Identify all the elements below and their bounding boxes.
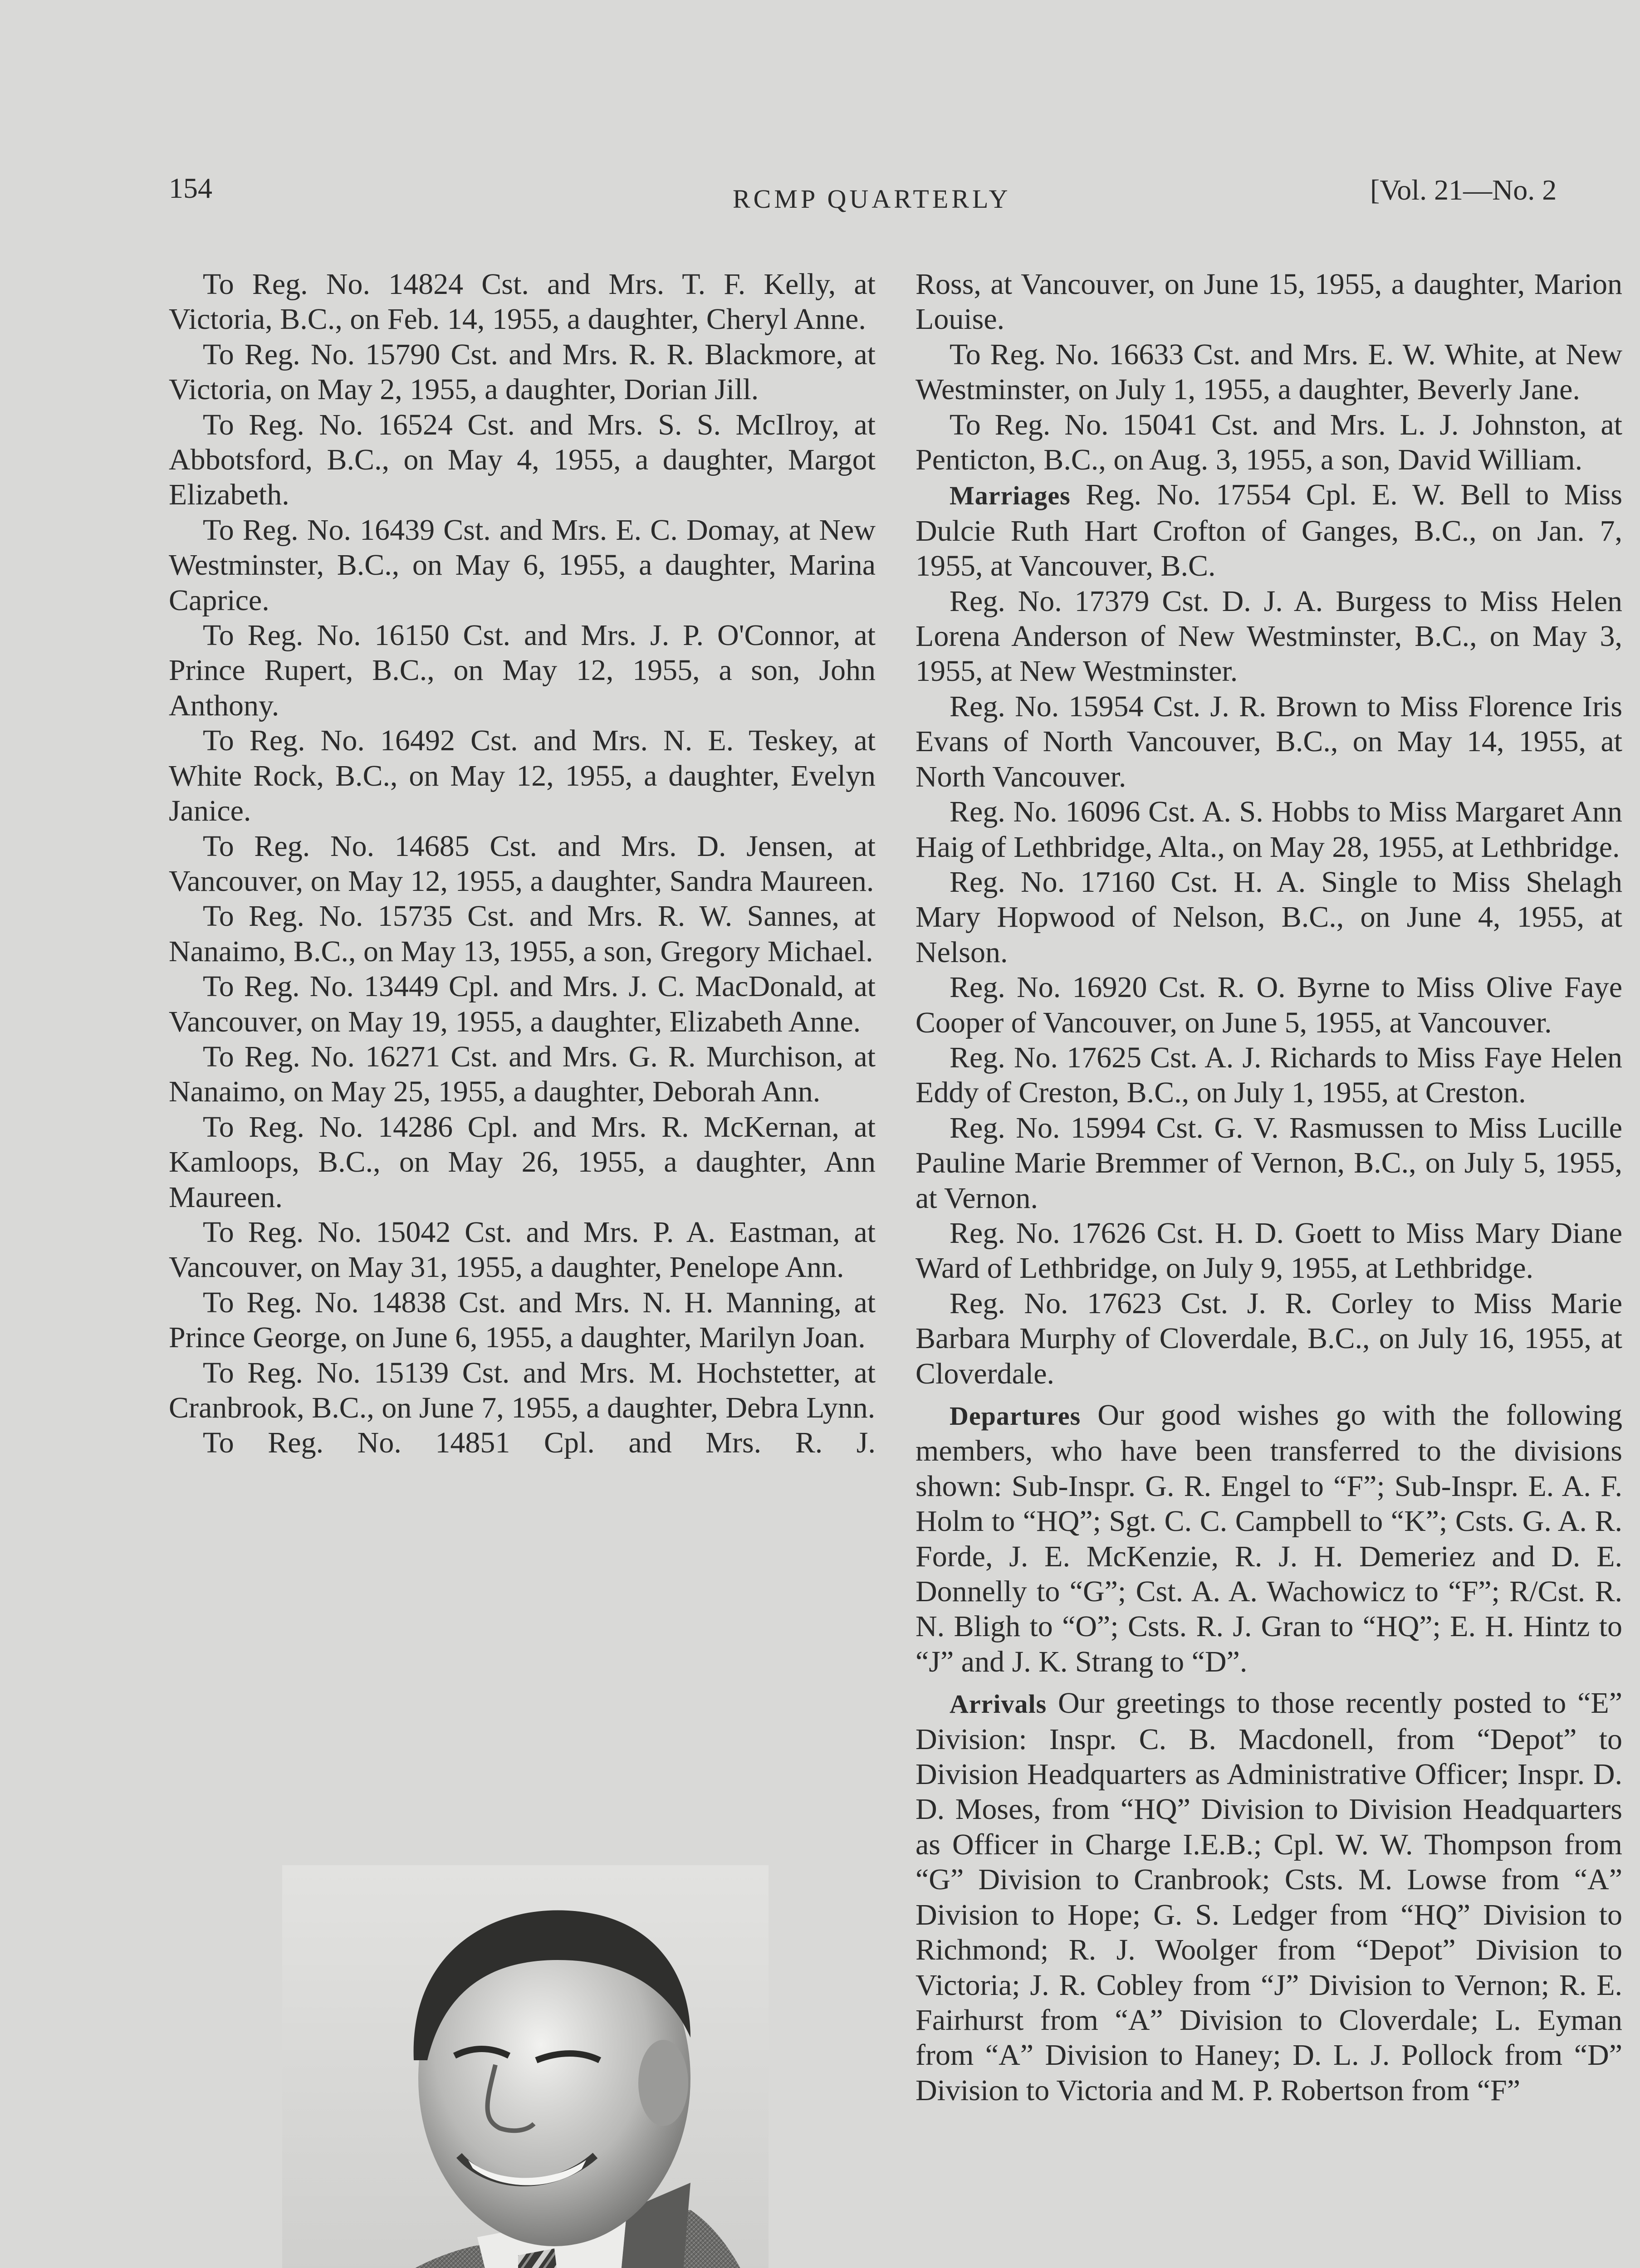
birth-notice: To Reg. No. 14286 Cpl. and Mrs. R. McKernan, at Kamloops, B.C., on May 26, 1955, a daughter, Ann Maureen. [169, 1110, 876, 1214]
birth-notice: To Reg. No. 14851 Cpl. and Mrs. R. J. [203, 1426, 876, 1460]
page-number: 154 [169, 172, 212, 204]
arrivals-text: Our greetings to those recently posted to “E” Division: Inspr. C. B. Macdonell, from “Depot” to Division Headquarters as Administrative Officer; Inspr. D. D. Moses, from “HQ” Division to Division Headquarters as Officer in Charge I.E.B.; Cpl. W. W. Thompson from “G” Division to Cranbrook; Csts. M. Lowse from “A” Division to Hope; G. S. Ledger from “HQ” Division to Richmond; R. J. Woolger from “Depot” Division to Victoria; J. R. Cobley from “J” Division to Vernon; R. E. Fairhurst from “A” Division to Cloverdale; L. Eyman from “A” Division to Haney; D. L. J. Pollock from “D” Division to Victoria and M. P. Robertson from “F” [915, 1686, 1623, 2107]
marriage-notice: Reg. No. 17379 Cst. D. J. A. Burgess to Miss Helen Lorena Anderson of New Westminster, B.C., on May 3, 1955, at New Westminster. [915, 584, 1622, 688]
departures-section [915, 1398, 1622, 1679]
birth-notice: To Reg. No. 15790 Cst. and Mrs. R. R. Blackmore, at Victoria, on May 2, 1955, a daughter, Dorian Jill. [169, 337, 876, 406]
birth-notice: To Reg. No. 15042 Cst. and Mrs. P. A. Eastman, at Vancouver, on May 31, 1955, a daughter, Penelope Ann. [169, 1215, 876, 1284]
marriage-notice: Reg. No. 16920 Cst. R. O. Byrne to Miss Olive Faye Cooper of Vancouver, on June 5, 1955, at Vancouver. [915, 971, 1622, 1039]
departures-heading: Departures [950, 1401, 1081, 1431]
publication-title: RCMP QUARTERLY [733, 184, 1011, 214]
birth-notice: To Reg. No. 14685 Cst. and Mrs. D. Jensen, at Vancouver, on May 12, 1955, a daughter, Sandra Maureen. [169, 829, 876, 898]
arrivals-heading: Arrivals [950, 1689, 1047, 1719]
birth-notice: To Reg. No. 15041 Cst. and Mrs. L. J. Johnston, at Penticton, B.C., on Aug. 3, 1955, a son, David William. [915, 408, 1622, 477]
marriage-notice: Reg. No. 17626 Cst. H. D. Goett to Miss Mary Diane Ward of Lethbridge, on July 9, 1955, at Lethbridge. [915, 1216, 1622, 1285]
birth-notice: To Reg. No. 13449 Cpl. and Mrs. J. C. MacDonald, at Vancouver, on May 19, 1955, a daughter, Elizabeth Anne. [169, 970, 876, 1038]
marriages-heading: Marriages [950, 481, 1071, 511]
marriage-notice: Reg. No. 15954 Cst. J. R. Brown to Miss Florence Iris Evans of North Vancouver, B.C., on May 14, 1955, at North Vancouver. [915, 689, 1622, 793]
birth-notice: To Reg. No. 16271 Cst. and Mrs. G. R. Murchison, at Nanaimo, on May 25, 1955, a daughter, Deborah Ann. [169, 1040, 876, 1109]
birth-notice: To Reg. No. 15139 Cst. and Mrs. M. Hochstetter, at Cranbrook, B.C., on June 7, 1955, a daughter, Debra Lynn. [169, 1356, 876, 1424]
marriage-notice: Reg. No. 17625 Cst. A. J. Richards to Miss Faye Helen Eddy of Creston, B.C., on July 1, 1955, at Creston. [915, 1041, 1622, 1110]
marriage-notice: Reg. No. 17623 Cst. J. R. Corley to Miss Marie Barbara Murphy of Cloverdale, B.C., on July 16, 1955, at Cloverdale. [915, 1286, 1622, 1390]
birth-notice: To Reg. No. 16492 Cst. and Mrs. N. E. Teskey, at White Rock, B.C., on May 12, 1955, a daughter, Evelyn Janice. [169, 724, 876, 828]
birth-notice: To Reg. No. 16524 Cst. and Mrs. S. S. McIlroy, at Abbotsford, B.C., on May 4, 1955, a daughter, Margot Elizabeth. [169, 408, 876, 512]
marriages-section [915, 477, 1622, 583]
birth-notice: To Reg. No. 16150 Cst. and Mrs. J. P. O'Connor, at Prince Rupert, B.C., on May 12, 1955, a son, John Anthony. [169, 619, 876, 722]
birth-notice: To Reg. No. 16633 Cst. and Mrs. E. W. White, at New Westminster, on July 1, 1955, a daughter, Beverly Jane. [915, 337, 1622, 406]
birth-notice: Ross, at Vancouver, on June 15, 1955, a daughter, Marion Louise. [915, 268, 1622, 336]
birth-notice: To Reg. No. 14838 Cst. and Mrs. N. H. Manning, at Prince George, on June 6, 1955, a daughter, Marilyn Joan. [169, 1286, 876, 1354]
birth-notice: To Reg. No. 14824 Cst. and Mrs. T. F. Kelly, at Victoria, B.C., on Feb. 14, 1955, a daughter, Cheryl Anne. [169, 268, 876, 336]
portrait-photo-icon [282, 1865, 769, 2268]
birth-notice: To Reg. No. 16439 Cst. and Mrs. E. C. Domay, at New Westminster, B.C., on May 6, 1955, a daughter, Marina Caprice. [169, 513, 876, 617]
right-column [915, 267, 1622, 2108]
marriage-notice: Reg. No. 16096 Cst. A. S. Hobbs to Miss Margaret Ann Haig of Lethbridge, Alta., on May 28, 1955, at Lethbridge. [915, 795, 1622, 864]
arrivals-section [915, 1686, 1622, 2108]
marriage-notice: Reg. No. 15994 Cst. G. V. Rasmussen to Miss Lucille Pauline Marie Bremmer of Vernon, B.C., on July 5, 1955, at Vernon. [915, 1111, 1622, 1215]
marriage-notice: Reg. No. 17160 Cst. H. A. Single to Miss Shelagh Mary Hopwood of Nelson, B.C., on June 4, 1955, at Nelson. [915, 865, 1622, 969]
departures-text: Our good wishes go with the following members, who have been transferred to the divisions shown: Sub-Inspr. G. R. Engel to “F”; Sub-Inspr. E. A. F. Holm to “HQ”; Sgt. C. C. Campbell to “K”; Csts. G. A. R. Forde, J. E. McKenzie, R. J. H. Demeriez and D. E. Donnelly to “G”; Cst. A. A. Wachowicz to “F”; R/Cst. R. N. Bligh to “O”; Csts. R. J. Gran to “HQ”; E. H. Hintz to “J” and J. K. Strang to “D”. [915, 1398, 1622, 1678]
birth-notice: To Reg. No. 15735 Cst. and Mrs. R. W. Sannes, at Nanaimo, B.C., on May 13, 1955, a son, Gregory Michael. [169, 899, 876, 968]
left-column [169, 267, 876, 1461]
volume-issue: [Vol. 21—No. 2 [1370, 174, 1557, 206]
marriage-notice: Reg. No. 17554 Cpl. E. W. Bell to Miss Dulcie Ruth Hart Crofton of Ganges, B.C., on Jan. 7, 1955, at Vancouver, B.C. [915, 478, 1623, 583]
